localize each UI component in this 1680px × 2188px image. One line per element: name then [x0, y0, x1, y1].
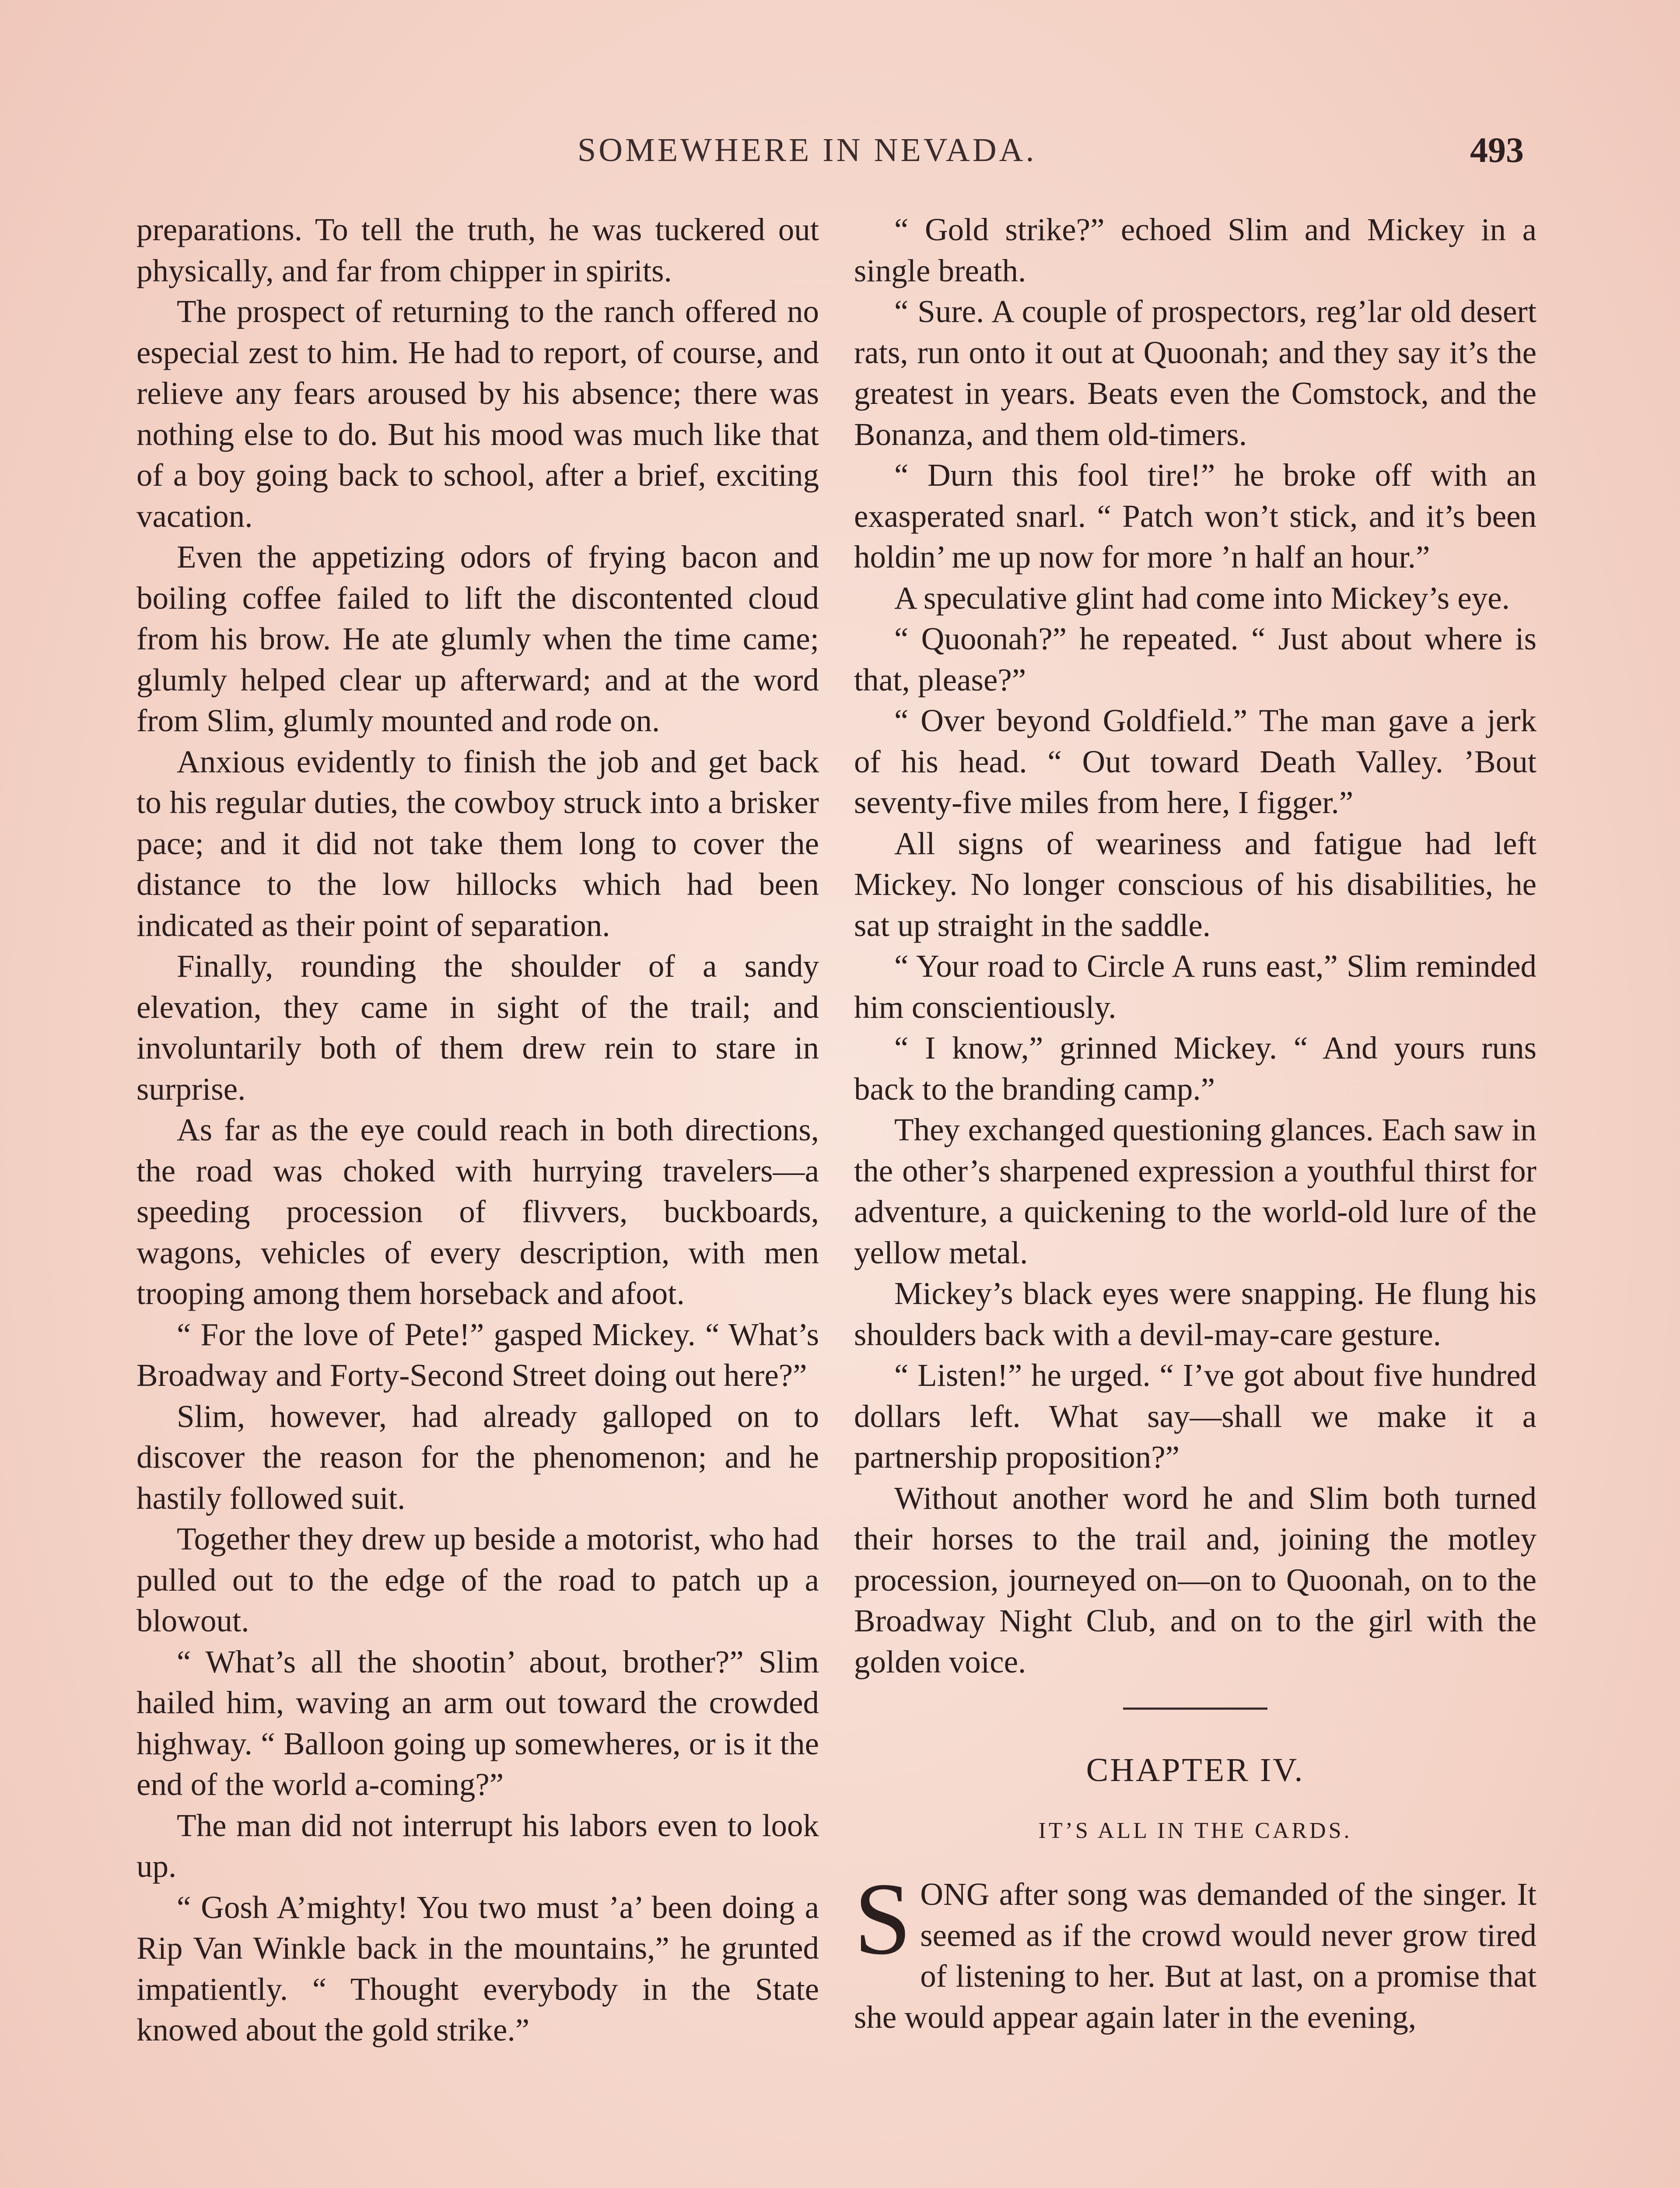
drop-cap: S — [854, 1862, 912, 1976]
paragraph: Mickey’s black eyes were snapping. He flung his shoulders back with a devil-may-care gesture. — [854, 1276, 1536, 1352]
paragraph: “ I know,” grinned Mickey. “ And yours runs back to the branding camp.” — [854, 1030, 1536, 1107]
right-column — [854, 209, 1536, 2037]
paragraph: “ Gosh A’mighty! You two must ’a’ been doing a Rip Van Winkle back in the mountains,” he grunted impatiently. “ Thought everybody in the State knowed about the gold strike.” — [136, 1889, 819, 2048]
paragraph: “ Durn this fool tire!” he broke off with an exasperated snarl. “ Patch won’t stick, and it’s been holdin’ me up now for more ’n half an hour.” — [854, 457, 1536, 575]
paragraph: “ Gold strike?” echoed Slim and Mickey in a single breath. — [854, 212, 1536, 288]
paragraph: preparations. To tell the truth, he was tuckered out physically, and far from chipper in spirits. — [136, 212, 819, 288]
paragraph: A speculative glint had come into Mickey’s eye. — [894, 580, 1510, 616]
paragraph: “ What’s all the shootin’ about, brother?” Slim hailed him, waving an arm out toward the crowded highway. “ Balloon going up somewheres, or is it the end of the world a-coming?” — [136, 1644, 819, 1802]
chapter-opening-text: ONG after song was demanded of the singer. It seemed as if the crowd would never grow tired of listening to her. But at last, on a promise that she would appear again later in the evening, — [854, 1876, 1536, 2035]
page-number: 493 — [1470, 130, 1524, 170]
paragraph: The prospect of returning to the ranch offered no especial zest to him. He had to report, of course, and relieve any fears aroused by his absence; there was nothing else to do. But his mood was much like that of a boy going back to school, after a brief, exciting vacation. — [136, 294, 819, 534]
paragraph: “ Listen!” he urged. “ I’ve got about five hundred dollars left. What say—shall we make it a partnership proposition?” — [854, 1357, 1536, 1475]
paragraph: Finally, rounding the shoulder of a sandy elevation, they came in sight of the trail; and involuntarily both of them drew rein to stare in surprise. — [136, 948, 819, 1107]
left-column — [136, 209, 819, 2051]
section-divider — [1123, 1708, 1267, 1710]
paragraph: “ Sure. A couple of prospectors, reg’lar old desert rats, run onto it out at Quoonah; and they say it’s the greatest in years. Beats even the Comstock, and the Bonanza, and them old-timers. — [854, 294, 1536, 452]
paragraph: Without another word he and Slim both turned their horses to the trail and, joining the motley procession, journeyed on—on to Quoonah, on to the Broadway Night Club, and on to the girl with the golden voice. — [854, 1480, 1536, 1680]
chapter-title: CHAPTER IV. — [1086, 1752, 1305, 1788]
paragraph: Even the appetizing odors of frying bacon and boiling coffee failed to lift the discontented cloud from his brow. He ate glumly when the time came; glumly helped clear up afterward; and at the word from Slim, glumly mounted and rode on. — [136, 539, 819, 738]
paragraph: Slim, however, had already galloped on to discover the reason for the phenomenon; and he hastily followed suit. — [136, 1398, 819, 1516]
paragraph: They exchanged questioning glances. Each saw in the other’s sharpened expression a youthful thirst for adventure, a quickening to the world-old lure of the yellow metal. — [854, 1112, 1536, 1270]
paragraph: “ For the love of Pete!” gasped Mickey. “ What’s Broadway and Forty-Second Street doing out here?” — [136, 1316, 819, 1393]
paragraph: Together they drew up beside a motorist, who had pulled out to the edge of the road to patch up a blowout. — [136, 1521, 819, 1638]
paragraph: “ Over beyond Goldfield.” The man gave a jerk of his head. “ Out toward Death Valley. ’Bout seventy-five miles from here, I figger.” — [854, 703, 1536, 820]
paragraph: “ Your road to Circle A runs east,” Slim reminded him conscientiously. — [854, 948, 1536, 1025]
paragraph: “ Quoonah?” he repeated. “ Just about where is that, please?” — [854, 621, 1536, 698]
paragraph: The man did not interrupt his labors even to look up. — [136, 1807, 819, 1884]
running-title: SOMEWHERE IN NEVADA. — [578, 132, 1037, 168]
paragraph: All signs of weariness and fatigue had left Mickey. No longer conscious of his disabilities, he sat up straight in the saddle. — [854, 825, 1536, 943]
paragraph: As far as the eye could reach in both directions, the road was choked with hurrying travelers—a speeding procession of flivvers, buckboards, wagons, vehicles of every description, with men trooping among them horseback and afoot. — [136, 1112, 819, 1311]
chapter-opening-paragraph — [854, 1862, 1536, 2037]
chapter-subtitle: IT’S ALL IN THE CARDS. — [1038, 1818, 1352, 1843]
paragraph: Anxious evidently to finish the job and get back to his regular duties, the cowboy struck into a brisker pace; and it did not take them long to cover the distance to the low hillocks which had been indicated as their point of separation. — [136, 743, 819, 943]
